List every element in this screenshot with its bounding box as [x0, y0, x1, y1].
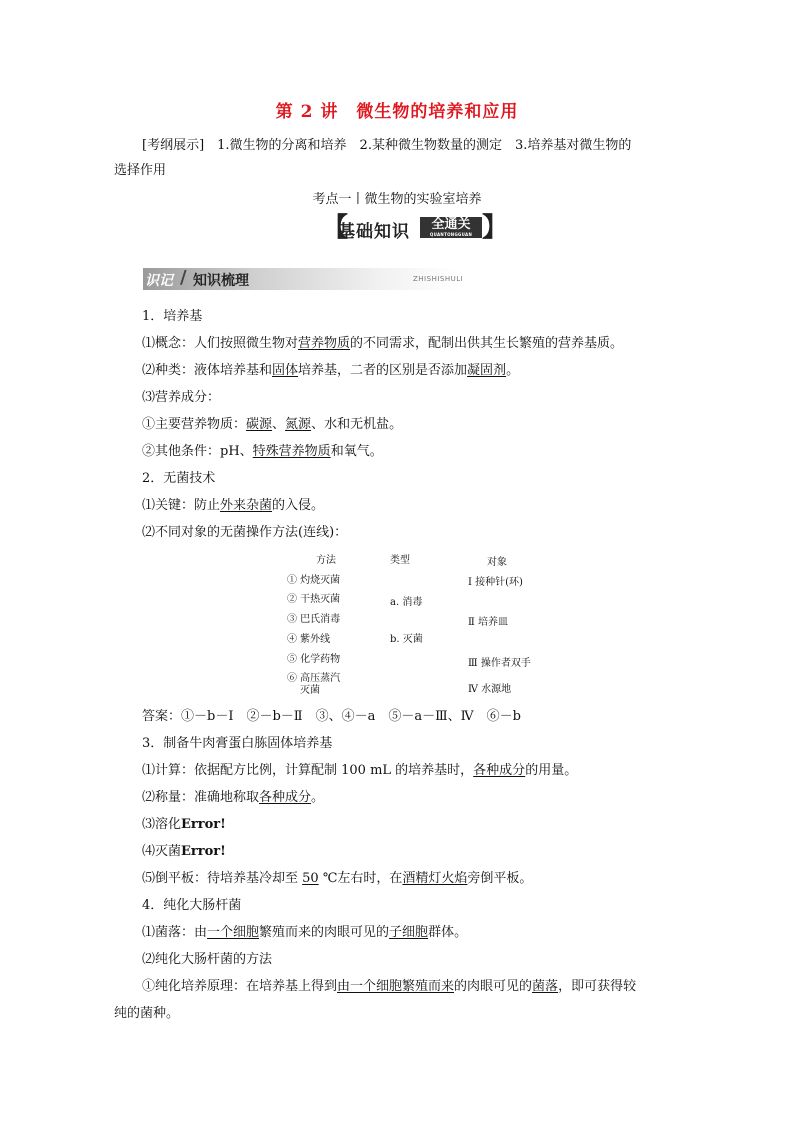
heading-4: 4．纯化大肠杆菌: [142, 898, 242, 913]
table-object: Ⅱ 培养皿: [468, 617, 508, 628]
table-object: Ⅳ 水源地: [468, 684, 512, 695]
line-sterilize: ⑷灭菌Error!: [142, 844, 226, 859]
table-method: ⑤ 化学药物: [287, 654, 341, 665]
banner-right-bracket: 】: [482, 213, 509, 243]
table-type: a. 消毒: [390, 597, 423, 608]
line-methods: ⑵不同对象的无菌操作方法(连线)：: [142, 525, 348, 540]
section-tag: 识记: [145, 273, 173, 289]
banner-basic-knowledge: [322, 213, 509, 244]
table-head-method: 方法: [316, 555, 336, 566]
section-shade: [143, 268, 459, 290]
section-header: [143, 265, 464, 293]
line-other-conditions: ②其他条件：pH、特殊营养物质和氧气。: [142, 444, 383, 459]
banner-left-bracket: 【: [322, 213, 349, 243]
heading-3: 3．制备牛肉膏蛋白胨固体培养基: [142, 736, 333, 751]
line-types: ⑵种类：液体培养基和固体培养基，二者的区别是否添加凝固剂。: [142, 363, 520, 378]
line-principle: ①纯化培养原理：在培养基上得到由一个细胞繁殖而来的肉眼可见的菌落，即可获得较: [142, 979, 637, 994]
page-title: 第 2 讲 微生物的培养和应用: [275, 102, 519, 122]
table-method: ③ 巴氏消毒: [287, 614, 341, 625]
line-main-nutrients: ①主要营养物质：碳源、氮源、水和无机盐。: [142, 417, 403, 432]
section-pinyin: ZHISHISHULI: [413, 275, 464, 283]
heading-1: 1．培养基: [142, 309, 203, 324]
banner-box-subtext: QUANTONGGUAN: [429, 232, 473, 237]
table-head-object: 对象: [487, 557, 507, 568]
line-purify-method: ⑵纯化大肠杆菌的方法: [142, 952, 273, 967]
banner-box: [420, 217, 482, 238]
table-method-cont: 灭菌: [300, 685, 320, 696]
banner-box-text: 全通关: [431, 217, 471, 232]
kaogang-line-2: 选择作用: [114, 163, 167, 178]
kaogang-line-1: [考纲展示] 1.微生物的分离和培养 2.某种微生物数量的测定 3.培养基对微生物的: [142, 138, 632, 153]
table-method: ① 灼烧灭菌: [287, 575, 341, 586]
line-concept: ⑴概念：人们按照微生物对营养物质的不同需求，配制出供其生长繁殖的营养基质。: [142, 336, 624, 351]
table-method: ④ 紫外线: [287, 634, 331, 645]
heading-2: 2．无菌技术: [142, 471, 216, 486]
section-slash-icon: /: [180, 267, 187, 288]
line-colony: ⑴菌落：由一个细胞繁殖而来的肉眼可见的子细胞群体。: [142, 925, 468, 940]
line-nutrients: ⑶营养成分：: [142, 390, 221, 405]
banner-text: 基础知识: [338, 222, 410, 242]
table-head-type: 类型: [390, 555, 410, 566]
table-type: b. 灭菌: [390, 634, 423, 645]
section-name: 知识梳理: [193, 273, 249, 289]
table-method: ⑥ 高压蒸汽: [287, 673, 341, 684]
kaodian-heading: 考点一丨微生物的实验室培养: [312, 192, 482, 207]
table-object: Ⅰ 接种针(环): [468, 577, 523, 588]
line-weigh: ⑵称量：准确地称取各种成分。: [142, 790, 325, 805]
line-key: ⑴关键：防止外来杂菌的入侵。: [142, 498, 325, 513]
line-pour-plate: ⑸倒平板：待培养基冷却至 50 ℃左右时，在酒精灯火焰旁倒平板。: [142, 871, 533, 886]
answer-line: 答案：①－b－Ⅰ ②－b－Ⅱ ③、④－a ⑤－a－Ⅲ、Ⅳ ⑥－b: [142, 709, 521, 724]
table-object: Ⅲ 操作者双手: [468, 658, 531, 669]
table-method: ② 干热灭菌: [287, 594, 341, 605]
line-principle-cont: 纯的菌种。: [114, 1006, 180, 1021]
line-calc: ⑴计算：依据配方比例，计算配制 100 mL 的培养基时，各种成分的用量。: [142, 763, 578, 778]
line-melt: ⑶溶化Error!: [142, 817, 226, 832]
